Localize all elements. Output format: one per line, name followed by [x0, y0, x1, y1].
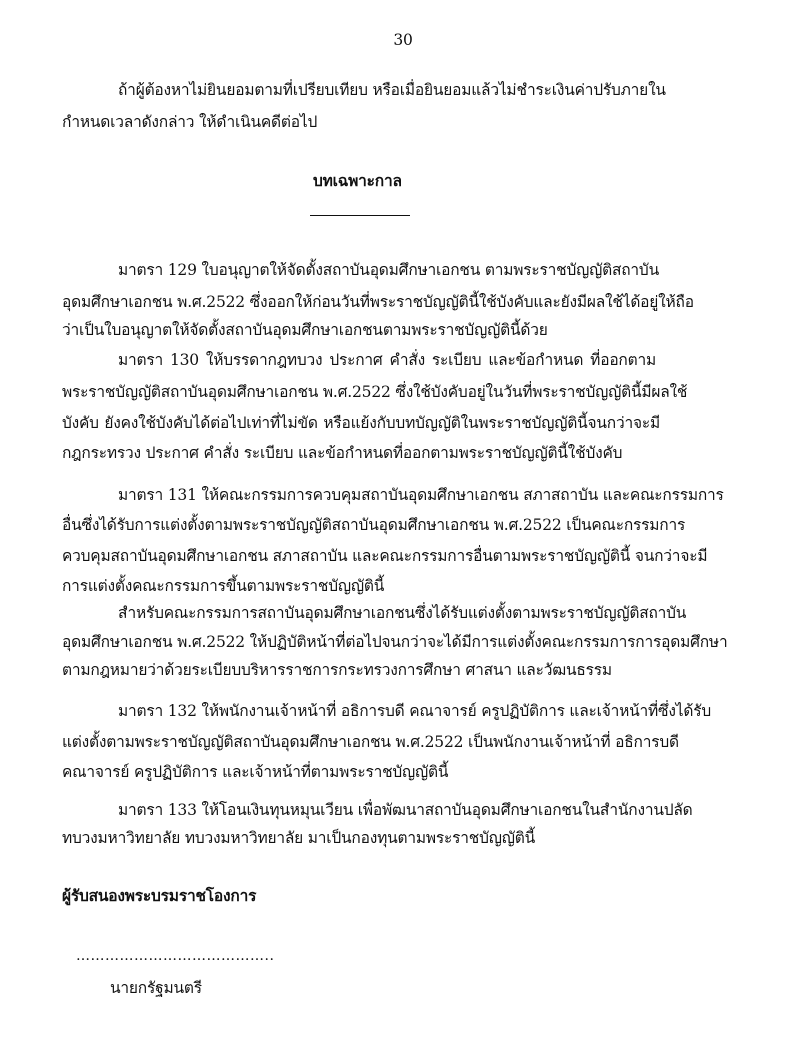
section-130-line-3: บังคับ ยังคงใช้บังคับได้ต่อไปเท่าที่ไม่ขัด หรือแย้งกับบทบัญญัติในพระราชบัญญัตินี้จนกว่าจะมี: [62, 414, 660, 432]
section-132-line-2: แต่งตั้งตามพระราชบัญญัติสถาบันอุดมศึกษาเอกชน พ.ศ.2522 เป็นพนักงานเจ้าหน้าที่ อธิการบดี: [62, 733, 679, 751]
section-131-line-1: มาตรา 131 ให้คณะกรรมการควบคุมสถาบันอุดมศึกษาเอกชน สภาสถาบัน และคณะกรรมการ: [118, 486, 724, 504]
transitional-heading: บทเฉพาะกาล: [313, 171, 402, 190]
section-129-line-2: อุดมศึกษาเอกชน พ.ศ.2522 ซึ่งออกให้ก่อนวันที่พระราชบัญญัตินี้ใช้บังคับและยังมีผลใช้ได้อยู่ให้ถือ: [62, 293, 694, 311]
section-130-line-1: มาตรา 130 ให้บรรดากฎทบวง ประกาศ คำสั่ง ระเบียบ และข้อกำหนด ที่ออกตาม: [118, 351, 656, 369]
intro-line-1: ถ้าผู้ต้องหาไม่ยินยอมตามที่เปรียบเทียบ หรือเมื่อยินยอมแล้วไม่ชำระเงินค่าปรับภายใน: [118, 81, 666, 99]
intro-line-2: กำหนดเวลาดังกล่าว ให้ดำเนินคดีต่อไป: [62, 113, 318, 131]
section-131-line-3: ควบคุมสถาบันอุดมศึกษาเอกชน สภาสถาบัน และคณะกรรมการอื่นตามพระราชบัญญัตินี้ จนกว่าจะมี: [62, 547, 708, 565]
section-129-line-1: มาตรา 129 ใบอนุญาตให้จัดตั้งสถาบันอุดมศึกษาเอกชน ตามพระราชบัญญัติสถาบัน: [118, 261, 659, 279]
section-131-para2-line-2: อุดมศึกษาเอกชน พ.ศ.2522 ให้ปฏิบัติหน้าที่ต่อไปจนกว่าจะได้มีการแต่งตั้งคณะกรรมการการอุดมศึกษา: [62, 633, 728, 651]
section-130-line-2: พระราชบัญญัติสถาบันอุดมศึกษาเอกชน พ.ศ.2522 ซึ่งใช้บังคับอยู่ในวันที่พระราชบัญญัตินี้มีผลใช้: [62, 383, 688, 401]
section-131-line-2: อื่นซึ่งได้รับการแต่งตั้งตามพระราชบัญญัติสถาบันอุดมศึกษาเอกชน พ.ศ.2522 เป็นคณะกรรมการ: [62, 516, 686, 534]
countersign-title: นายกรัฐมนตรี: [110, 979, 202, 997]
section-132-line-1: มาตรา 132 ให้พนักงานเจ้าหน้าที่ อธิการบดี คณาจารย์ ครูปฏิบัติการ และเจ้าหน้าที่ซึ่งได้รับ: [118, 702, 711, 720]
section-130-line-4: กฎกระทรวง ประกาศ คำสั่ง ระเบียบ และข้อกำหนดที่ออกตามพระราชบัญญัตินี้ใช้บังคับ: [62, 444, 623, 462]
section-133-line-1: มาตรา 133 ให้โอนเงินทุนหมุนเวียน เพื่อพัฒนาสถาบันอุดมศึกษาเอกชนในสำนักงานปลัด: [118, 801, 693, 819]
signature-dots: …………………………………..: [76, 948, 275, 964]
section-131-para2-line-3: ตามกฎหมายว่าด้วยระเบียบบริหารราชการกระทรวงการศึกษา ศาสนา และวัฒนธรรม: [62, 661, 612, 679]
section-131-para2-line-1: สำหรับคณะกรรมการสถาบันอุดมศึกษาเอกชนซึ่งได้รับแต่งตั้งตามพระราชบัญญัติสถาบัน: [118, 604, 687, 622]
section-132-line-3: คณาจารย์ ครูปฏิบัติการ และเจ้าหน้าที่ตามพระราชบัญญัตินี้: [62, 763, 449, 781]
page-number: 30: [393, 31, 413, 49]
section-131-line-4: การแต่งตั้งคณะกรรมการขึ้นตามพระราชบัญญัตินี้: [62, 577, 385, 595]
countersign-heading: ผู้รับสนองพระบรมราชโองการ: [62, 886, 257, 905]
heading-underline: [310, 215, 410, 216]
section-129-line-3: ว่าเป็นใบอนุญาตให้จัดตั้งสถาบันอุดมศึกษาเอกชนตามพระราชบัญญัตินี้ด้วย: [62, 321, 548, 339]
section-133-line-2: ทบวงมหาวิทยาลัย ทบวงมหาวิทยาลัย มาเป็นกองทุนตามพระราชบัญญัตินี้: [62, 829, 536, 847]
